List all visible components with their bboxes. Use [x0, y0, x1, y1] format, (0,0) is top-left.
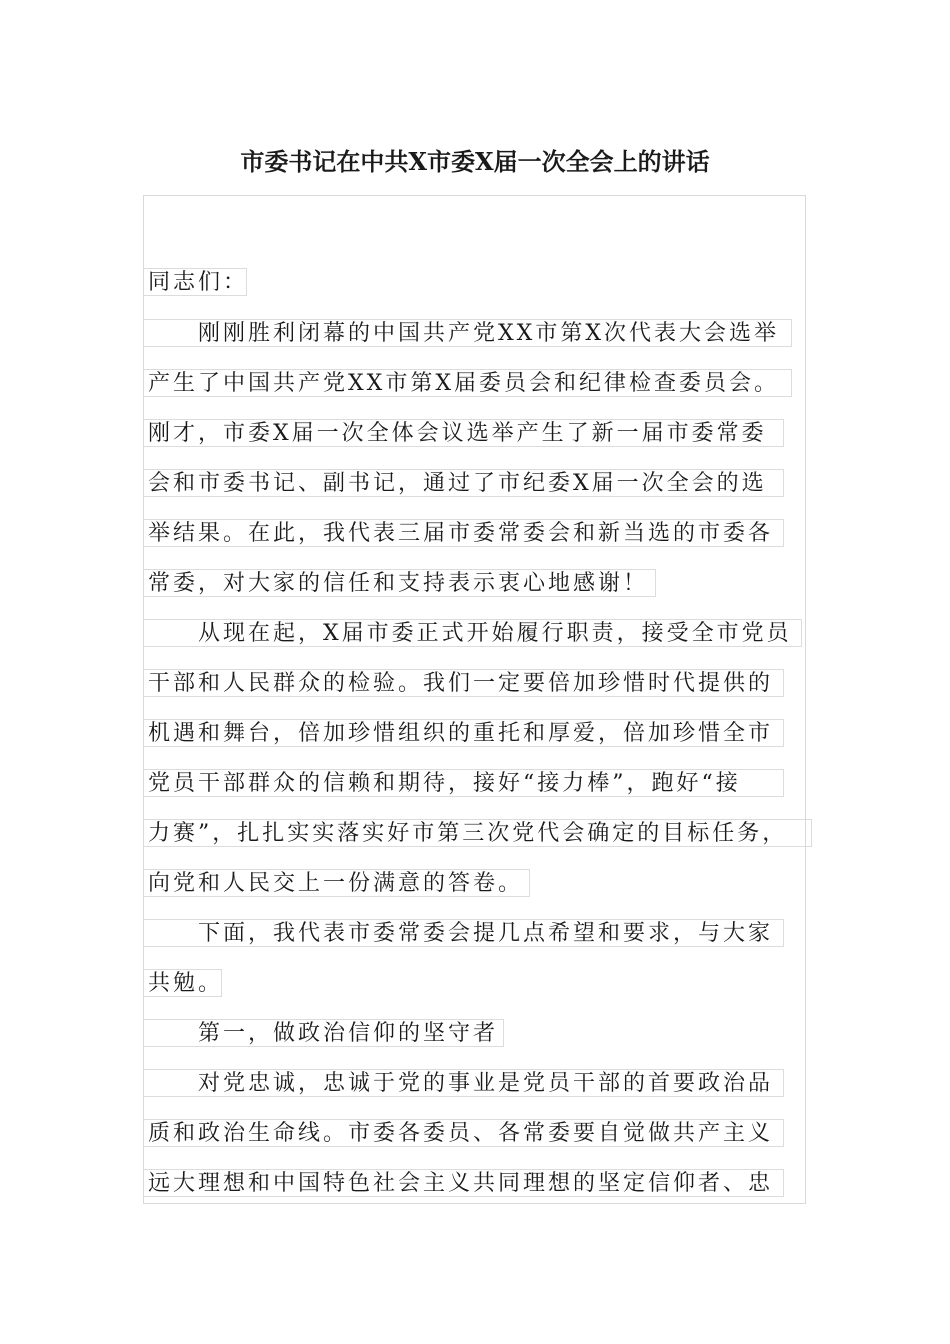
text-line: 常委，对大家的信任和支持表示衷心地感谢！	[144, 569, 656, 597]
text-line: 共勉。	[144, 969, 222, 997]
text-line: 党员干部群众的信赖和期待，接好“接力棒”，跑好“接	[144, 769, 784, 797]
text-line: 远大理想和中国特色社会主义共同理想的坚定信仰者、忠	[144, 1169, 784, 1197]
greeting-line: 同志们：	[144, 268, 247, 296]
text-line: 机遇和舞台，倍加珍惜组织的重托和厚爱，倍加珍惜全市	[144, 719, 784, 747]
text-line: 向党和人民交上一份满意的答卷。	[144, 869, 530, 897]
text-line: 力赛”，扎扎实实落实好市第三次党代会确定的目标任务，	[144, 819, 812, 847]
text-line: 质和政治生命线。市委各委员、各常委要自觉做共产主义	[144, 1119, 784, 1147]
text-line: 刚刚胜利闭幕的中国共产党XX市第X次代表大会选举	[144, 319, 792, 347]
text-line: 刚才，市委X届一次全体会议选举产生了新一届市委常委	[144, 419, 784, 447]
document-title: 市委书记在中共X市委X届一次全会上的讲话	[240, 147, 710, 176]
text-line: 对党忠诚，忠诚于党的事业是党员干部的首要政治品	[144, 1069, 784, 1097]
text-line: 下面，我代表市委常委会提几点希望和要求，与大家	[144, 919, 784, 947]
text-line: 会和市委书记、副书记，通过了市纪委X届一次全会的选	[144, 469, 784, 497]
text-line: 从现在起，X届市委正式开始履行职责，接受全市党员	[144, 619, 802, 647]
text-line: 举结果。在此，我代表三届市委常委会和新当选的市委各	[144, 519, 784, 547]
text-line: 产生了中国共产党XX市第X届委员会和纪律检查委员会。	[144, 369, 792, 397]
section-heading: 第一，做政治信仰的坚守者	[144, 1019, 504, 1047]
text-line: 干部和人民群众的检验。我们一定要倍加珍惜时代提供的	[144, 669, 784, 697]
